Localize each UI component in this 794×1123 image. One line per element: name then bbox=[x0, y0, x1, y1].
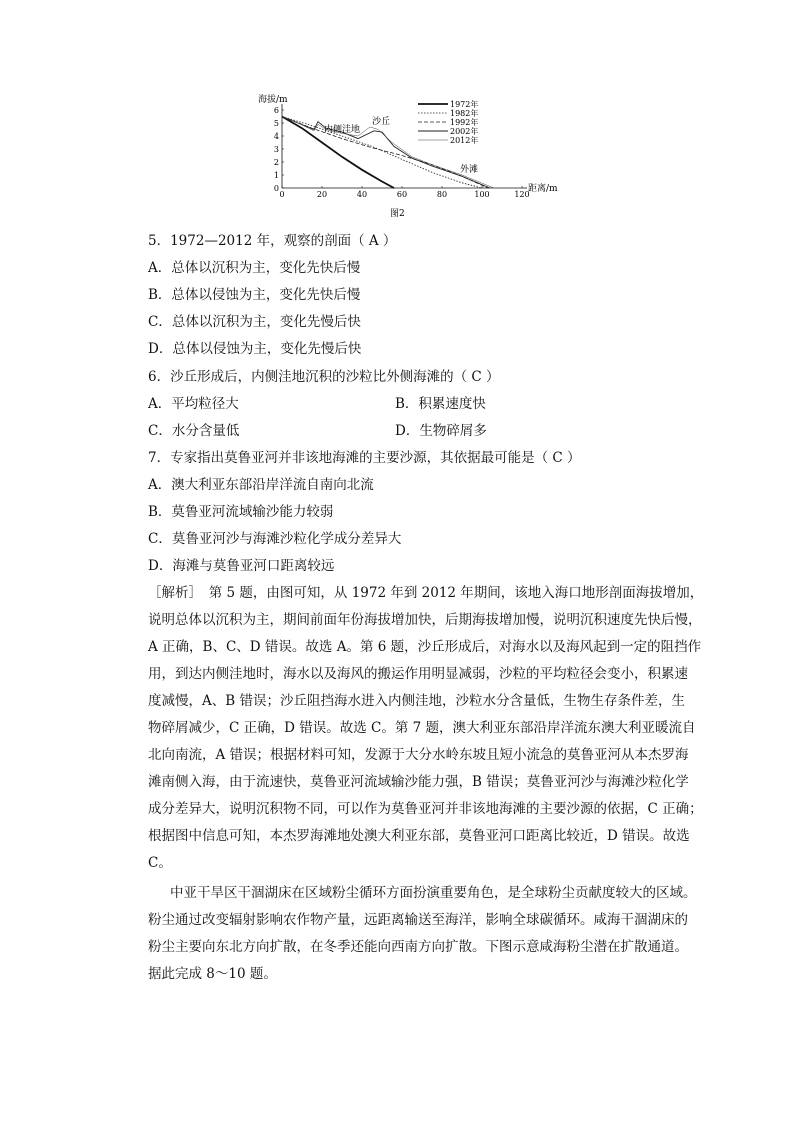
question-7-option-c: C．莫鲁亚河沙与海滩沙粒化学成分差异大 bbox=[148, 531, 402, 547]
intro-line-3: 粉尘主要向东北方向扩散，在冬季还能向西南方向扩散。下图示意咸海粉尘潜在扩散通道。 bbox=[148, 939, 688, 955]
y-tick-label: 6 bbox=[273, 106, 279, 115]
x-tick-label: 100 bbox=[474, 190, 490, 199]
legend-label: 1982年 bbox=[450, 109, 479, 118]
chart-axes bbox=[282, 104, 527, 188]
analysis-line-9: 成分差异大，说明沉积物不同，可以作为莫鲁亚河并非该地海滩的主要沙源的依据，C 正确； bbox=[148, 801, 703, 817]
question-5-option-b: B．总体以侵蚀为主，变化先快后慢 bbox=[148, 287, 361, 303]
question-5-option-d: D．总体以侵蚀为主，变化先慢后快 bbox=[148, 341, 362, 357]
analysis-line-10: 根据图中信息可知，本杰罗海滩地处澳大利亚东部，莫鲁亚河口距离比较近，D 错误。故选 bbox=[148, 828, 690, 844]
legend-label: 1992年 bbox=[450, 118, 479, 127]
intro-line-1: 中亚干旱区干涸湖床在区域粉尘循环方面扮演重要角色，是全球粉尘贡献度较大的区域。 bbox=[170, 885, 697, 901]
analysis-line-1: ［解析］ 第 5 题，由图可知，从 1972 年到 2012 年期间，该地入海口地形剖面海拔增加， bbox=[148, 585, 704, 601]
x-axis-label: 距离/m bbox=[528, 184, 558, 194]
y-axis-label: 海拔/m bbox=[258, 95, 288, 105]
y-tick-label: 3 bbox=[273, 145, 279, 154]
annotation-inner-depression: 内侧洼地 bbox=[324, 125, 361, 135]
chart-legend bbox=[418, 99, 478, 145]
question-6-option-b: B．积累速度快 bbox=[395, 396, 486, 412]
analysis-line-4: 用，到达内侧洼地时，海水以及海风的搬运作用明显减弱，沙粒的平均粒径会变小，积累速 bbox=[148, 666, 688, 682]
x-tick-label: 60 bbox=[396, 190, 408, 199]
intro-line-2: 粉尘通过改变辐射影响农作物产量，远距离输送至海洋，影响全球碳循环。咸海干涸湖床的 bbox=[148, 912, 688, 928]
analysis-line-6: 物碎屑减少，C 正确，D 错误。故选 C。第 7 题，澳大利亚东部沿岸洋流东澳大利亚暖流自 bbox=[148, 720, 696, 736]
x-tick-label: 40 bbox=[356, 190, 368, 199]
question-7-option-b: B．莫鲁亚河流域输沙能力较弱 bbox=[148, 504, 334, 520]
analysis-line-11: C。 bbox=[148, 855, 172, 871]
legend-label: 2002年 bbox=[450, 127, 479, 136]
question-5-option-a: A．总体以沉积为主，变化先快后慢 bbox=[148, 260, 361, 276]
elevation-profile-chart bbox=[252, 90, 558, 220]
question-6-stem: 6．沙丘形成后，内侧洼地沉积的沙粒比外侧海滩的（ C ） bbox=[148, 369, 500, 385]
legend-label: 2012年 bbox=[450, 136, 479, 145]
y-tick-label: 4 bbox=[273, 132, 279, 141]
question-7-option-d: D．海滩与莫鲁亚河口距离较远 bbox=[148, 558, 335, 574]
question-5-option-c: C．总体以沉积为主，变化先慢后快 bbox=[148, 314, 361, 330]
y-tick-label: 0 bbox=[273, 184, 279, 193]
analysis-line-8: 滩南侧入海，由于流速快，莫鲁亚河流域输沙能力强，B 错误；莫鲁亚河沙与海滩沙粒化学 bbox=[148, 774, 689, 790]
x-tick-label: 20 bbox=[316, 190, 328, 199]
question-6-option-c: C．水分含量低 bbox=[148, 423, 240, 439]
legend-label: 1972年 bbox=[450, 100, 479, 109]
analysis-line-7: 北向南流，A 错误；根据材料可知，发源于大分水岭东坡且短小流急的莫鲁亚河从本杰罗海 bbox=[148, 747, 689, 763]
analysis-line-3: A 正确，B、C、D 错误。故选 A。第 6 题，沙丘形成后，对海水以及海风起到一定的阻挡作 bbox=[148, 639, 702, 655]
question-7-option-a: A．澳大利亚东部沿岸洋流自南向北流 bbox=[148, 477, 374, 493]
x-tick-label: 0 bbox=[279, 190, 285, 199]
x-tick-label: 120 bbox=[514, 190, 530, 199]
analysis-line-5: 度减慢，A、B 错误；沙丘阻挡海水进入内侧洼地，沙粒水分含量低，生物生存条件差，生 bbox=[148, 693, 685, 709]
y-tick-label: 5 bbox=[273, 119, 279, 128]
question-6-option-d: D．生物碎屑多 bbox=[395, 423, 487, 439]
y-tick-label: 1 bbox=[273, 171, 279, 180]
y-tick-label: 2 bbox=[273, 158, 279, 167]
annotation-dune: 沙丘 bbox=[372, 117, 391, 127]
question-6-option-a: A．平均粒径大 bbox=[148, 396, 239, 412]
chart-ticks bbox=[274, 106, 530, 199]
intro-line-4: 据此完成 8～10 题。 bbox=[148, 966, 277, 982]
annotation-outer-beach: 外滩 bbox=[460, 165, 479, 175]
figure-caption: 图2 bbox=[390, 209, 405, 219]
analysis-line-2: 说明总体以沉积为主，期间前面年份海拔增加快，后期海拔增加慢，说明沉积速度先快后慢， bbox=[148, 612, 702, 628]
x-tick-label: 80 bbox=[436, 190, 448, 199]
question-7-stem: 7．专家指出莫鲁亚河并非该地海滩的主要沙源，其依据最可能是（ C ） bbox=[148, 450, 581, 466]
question-5-stem: 5．1972—2012 年，观察的剖面（ A ） bbox=[148, 233, 397, 249]
